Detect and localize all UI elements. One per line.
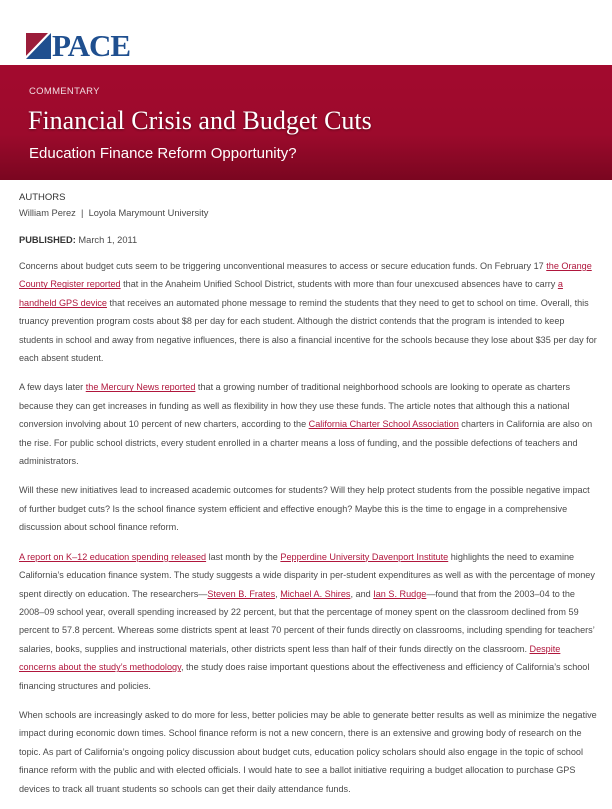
pace-logo <box>26 28 131 63</box>
inline-link[interactable]: California Charter School Association <box>308 419 459 430</box>
paragraph-text: highlights the need to examine California’s education finance system. The study suggests a wide disparity in per-student expenditures as well as with the percentage of money spent directly on education. The researchers— <box>19 551 595 599</box>
paragraph-text: —found that from the 2003–04 to the 2008–09 school year, overall spending increased by 22 percent, but that the percentage of money spent on the classroom declined from 59 percent to 57.8 percent. Whereas some districts spent at least 70 percent of their funds directly on classrooms, including spending for teachers’ salaries, books, supplies and instructional materials, other districts spent less than half of their funds directly on the classroom. <box>19 588 595 654</box>
inline-link[interactable]: a handheld GPS device <box>19 279 563 308</box>
logo-text: PACE <box>52 28 131 63</box>
article-body <box>19 257 597 809</box>
published-date: March 1, 2011 <box>78 235 138 245</box>
paragraph-text: Will these new initiatives lead to increased academic outcomes for students? Will they help protect students from the possible negative impact of further budget cuts? Is the school finance system efficient and effective enough? Maybe this is the time to engage in a comprehensive discussion about school finance reform. <box>19 485 590 533</box>
paragraph-text: last month by the <box>206 551 281 562</box>
inline-link[interactable]: Ian S. Rudge <box>373 588 427 599</box>
paragraph <box>19 257 597 367</box>
published-label: PUBLISHED: <box>19 235 76 245</box>
paragraph-text: Concerns about budget cuts seem to be triggering unconventional measures to access or secure education funds. On February 17 <box>19 261 547 271</box>
paragraph-text: When schools are increasingly asked to do more for less, better policies may be able to generate better results as well as minimize the negative impact during economic down times. School finance reform is not a new concern, there is an extensive and growing body of research on the topic. As part of California’s ongoing policy discussion about budget cuts, education policy scholars should also engage in the topic of school finance reform with the public and with elected officials. I would hate to see a ballot initiative requiring a budget allocation to purchase GPS devices to track all truant students so schools can get their daily attendance funds. <box>19 709 597 794</box>
inline-link[interactable]: the Orange County Register reported <box>19 261 592 290</box>
inline-link[interactable]: Michael A. Shires <box>280 588 351 599</box>
paragraph-text: that a growing number of traditional neighborhood schools are looking to operate as charters because they can get increases in funding as well as flexibility in how they use these funds. The article notes that although this a national conversion involving about 10 percent of new charters, according to the <box>19 382 570 430</box>
inline-link[interactable]: A report on K–12 education spending released <box>19 551 207 562</box>
paragraph-text: , and <box>350 588 374 599</box>
inline-link[interactable]: Despite concerns about the study’s methodology <box>19 643 561 673</box>
paragraph <box>19 378 597 470</box>
paragraph <box>19 706 597 798</box>
page-title: Financial Crisis and Budget Cuts <box>28 106 372 135</box>
page-subtitle: Education Finance Reform Opportunity? <box>29 145 297 162</box>
authors-heading: AUTHORS <box>19 192 66 203</box>
paragraph <box>19 548 597 695</box>
logo-mark-icon <box>26 33 51 59</box>
paragraph-text: charters in California are also on the rise. For public school districts, every student enrolled in a charter means a loss of funding, and the possible defections of teachers and administrators. <box>19 419 593 467</box>
paragraph-text: that in the Anaheim Unified School District, students with more than four unexcused absences have to carry <box>120 279 558 290</box>
paragraph-text: , the study does raise important questions about the effectiveness and efficiency of California’s school financing structures and policies. <box>19 662 590 691</box>
paragraph <box>19 481 597 536</box>
paragraph-text: that receives an automated phone message to remind the students that they need to get to school on time. Overall, this truancy prevention program costs about $8 per day for each student. Although the district contends that the program is intended to keep students in school and away from negative influences, there is also a financial incentive for the schools because they lose about $35 per day for each absent student. <box>19 297 597 364</box>
inline-link[interactable]: Pepperdine University Davenport Institute <box>280 551 449 562</box>
paragraph-text: A few days later <box>19 382 86 393</box>
published-line <box>19 235 137 245</box>
inline-link[interactable]: Steven B. Frates <box>207 588 276 599</box>
kicker: COMMENTARY <box>29 86 100 97</box>
paragraph-text: , <box>275 588 281 599</box>
inline-link[interactable]: the Mercury News reported <box>85 382 196 393</box>
authors-line: William Perez | Loyola Marymount University <box>19 208 209 218</box>
